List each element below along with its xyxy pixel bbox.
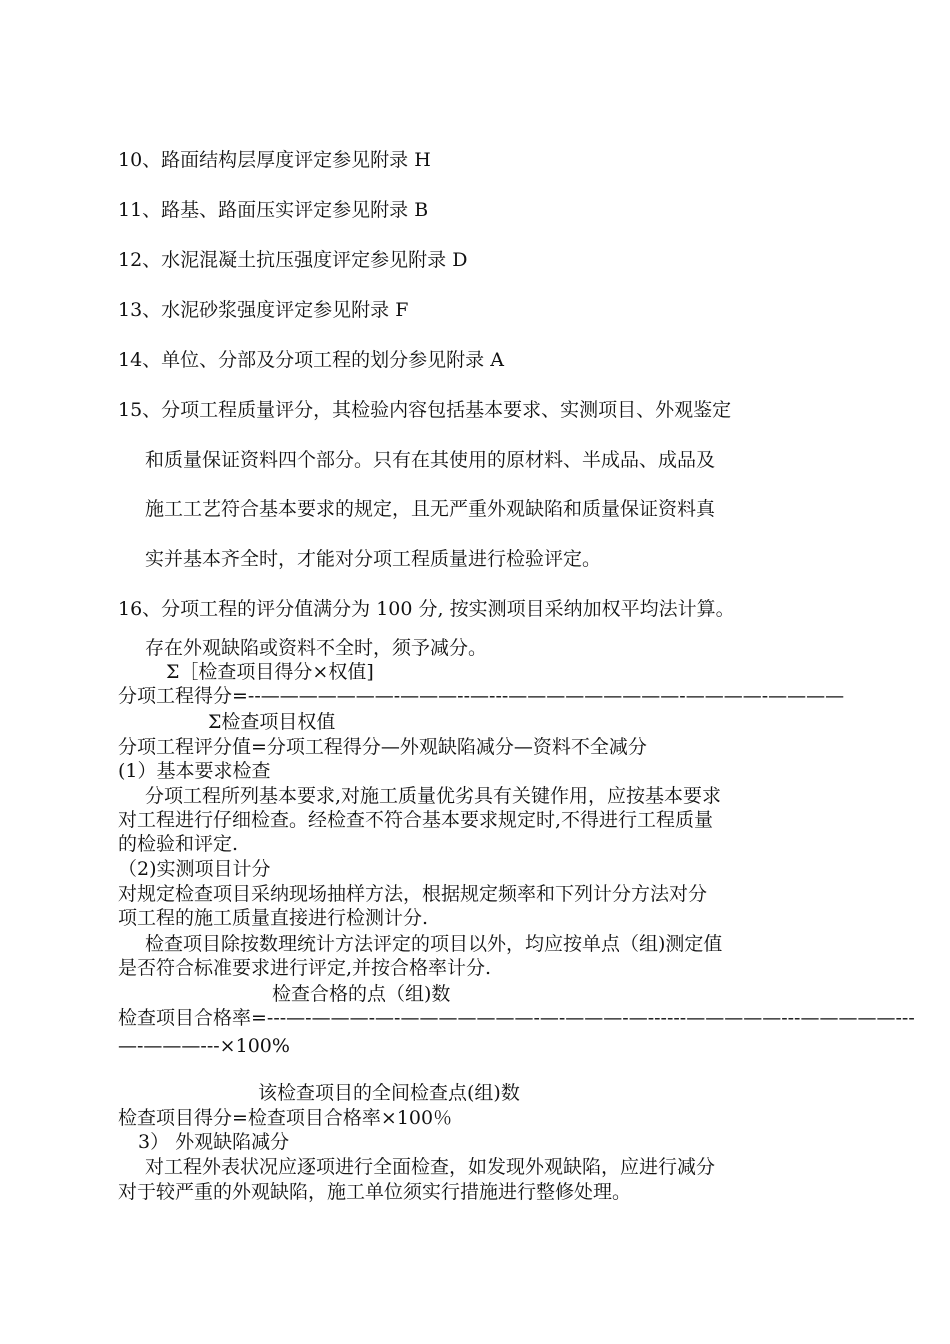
section-2-line-4: 是否符合标准要求进行评定,并按合格率计分. (118, 957, 492, 979)
list-item-15-line-3: 施工工艺符合基本要求的规定，且无严重外观缺陷和质量保证资料真 (145, 498, 716, 520)
list-item-14: 14、单位、分部及分项工程的划分参见附录 A (118, 349, 504, 371)
section-1-line-3: 的检验和评定. (118, 833, 239, 855)
list-item-12: 12、水泥混凝土抗压强度评定参见附录 D (118, 249, 468, 271)
section-2-line-1: 对规定检查项目采纳现场抽样方法，根据规定频率和下列计分方法对分 (118, 883, 708, 905)
list-item-16-line-2: 存在外观缺陷或资料不全时，须予减分。 (145, 637, 488, 659)
section-1-line-1: 分项工程所列基本要求,对施工质量优劣具有关键作用，应按基本要求 (145, 785, 722, 807)
formula-1-denominator: Σ检查项目权值 (208, 711, 336, 733)
section-1-heading: (1）基本要求检查 (118, 760, 271, 782)
formula-1-numerator: Σ［检查项目得分×权值] (166, 661, 374, 683)
formula-3-lhs-line-2: —-———---×100% (118, 1035, 290, 1057)
list-item-16-line-1: 16、分项工程的评分值满分为 100 分, 按实测项目采纳加权平均法计算。 (118, 598, 735, 620)
formula-3-numerator: 检查合格的点（组)数 (272, 983, 451, 1005)
formula-3-lhs-line-1: 检查项目合格率=---—-———-—-———————-—-———-—------—————---—————--- (118, 1007, 915, 1029)
list-item-10: 10、路面结构层厚度评定参见附录 H (118, 149, 431, 171)
section-2-line-2: 项工程的施工质量直接进行检测计分. (118, 907, 429, 929)
formula-4: 检查项目得分=检查项目合格率×100％ (118, 1107, 453, 1129)
list-item-13: 13、水泥砂浆强度评定参见附录 F (118, 299, 409, 321)
section-3-heading: 3） 外观缺陷减分 (138, 1131, 290, 1153)
list-item-15-line-4: 实并基本齐全时，才能对分项工程质量进行检验评定。 (145, 548, 602, 570)
formula-2: 分项工程评分值=分项工程得分—外观缺陷减分—资料不全减分 (118, 736, 647, 758)
section-3-line-2: 对于较严重的外观缺陷，施工单位须实行措施进行整修处理。 (118, 1181, 632, 1203)
section-2-heading: （2)实测项目计分 (118, 858, 271, 880)
formula-3-denominator: 该检查项目的全间检查点(组)数 (258, 1082, 520, 1104)
list-item-15-line-1: 15、分项工程质量评分，其检验内容包括基本要求、实测项目、外观鉴定 (118, 399, 732, 421)
section-2-line-3: 检查项目除按数理统计方法评定的项目以外，均应按单点（组)测定值 (145, 933, 723, 955)
section-1-line-2: 对工程进行仔细检查。经检查不符合基本要求规定时,不得进行工程质量 (118, 809, 714, 831)
section-3-line-1: 对工程外表状况应逐项进行全面检查，如发现外观缺陷，应进行减分 (145, 1156, 716, 1178)
list-item-11: 11、路基、路面压实评定参见附录 B (118, 199, 429, 221)
list-item-15-line-2: 和质量保证资料四个部分。只有在其使用的原材料、半成品、成品及 (145, 449, 716, 471)
formula-1-lhs: 分项工程得分=--———————-———--—---—————————-————-———— (118, 685, 845, 707)
